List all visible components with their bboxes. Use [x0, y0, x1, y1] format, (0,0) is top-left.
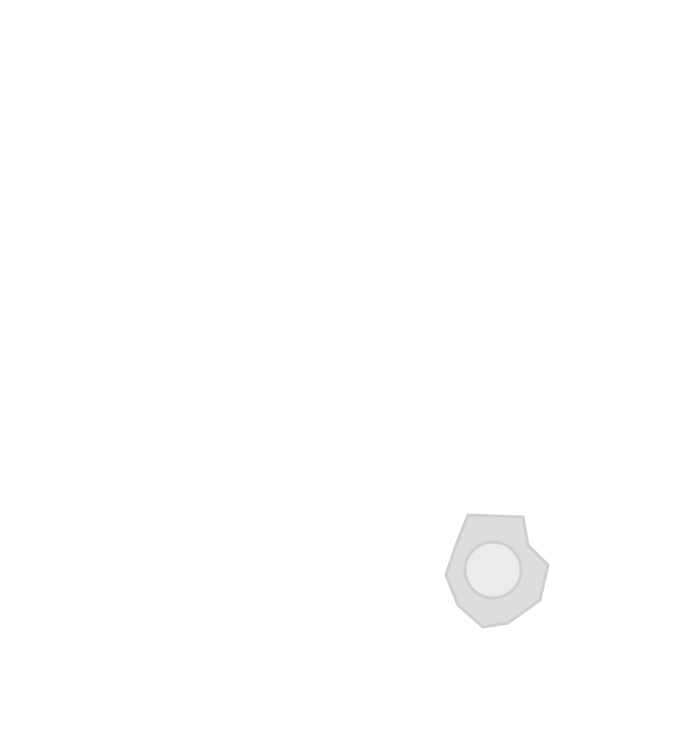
footer-watermark-strip: [0, 740, 678, 754]
